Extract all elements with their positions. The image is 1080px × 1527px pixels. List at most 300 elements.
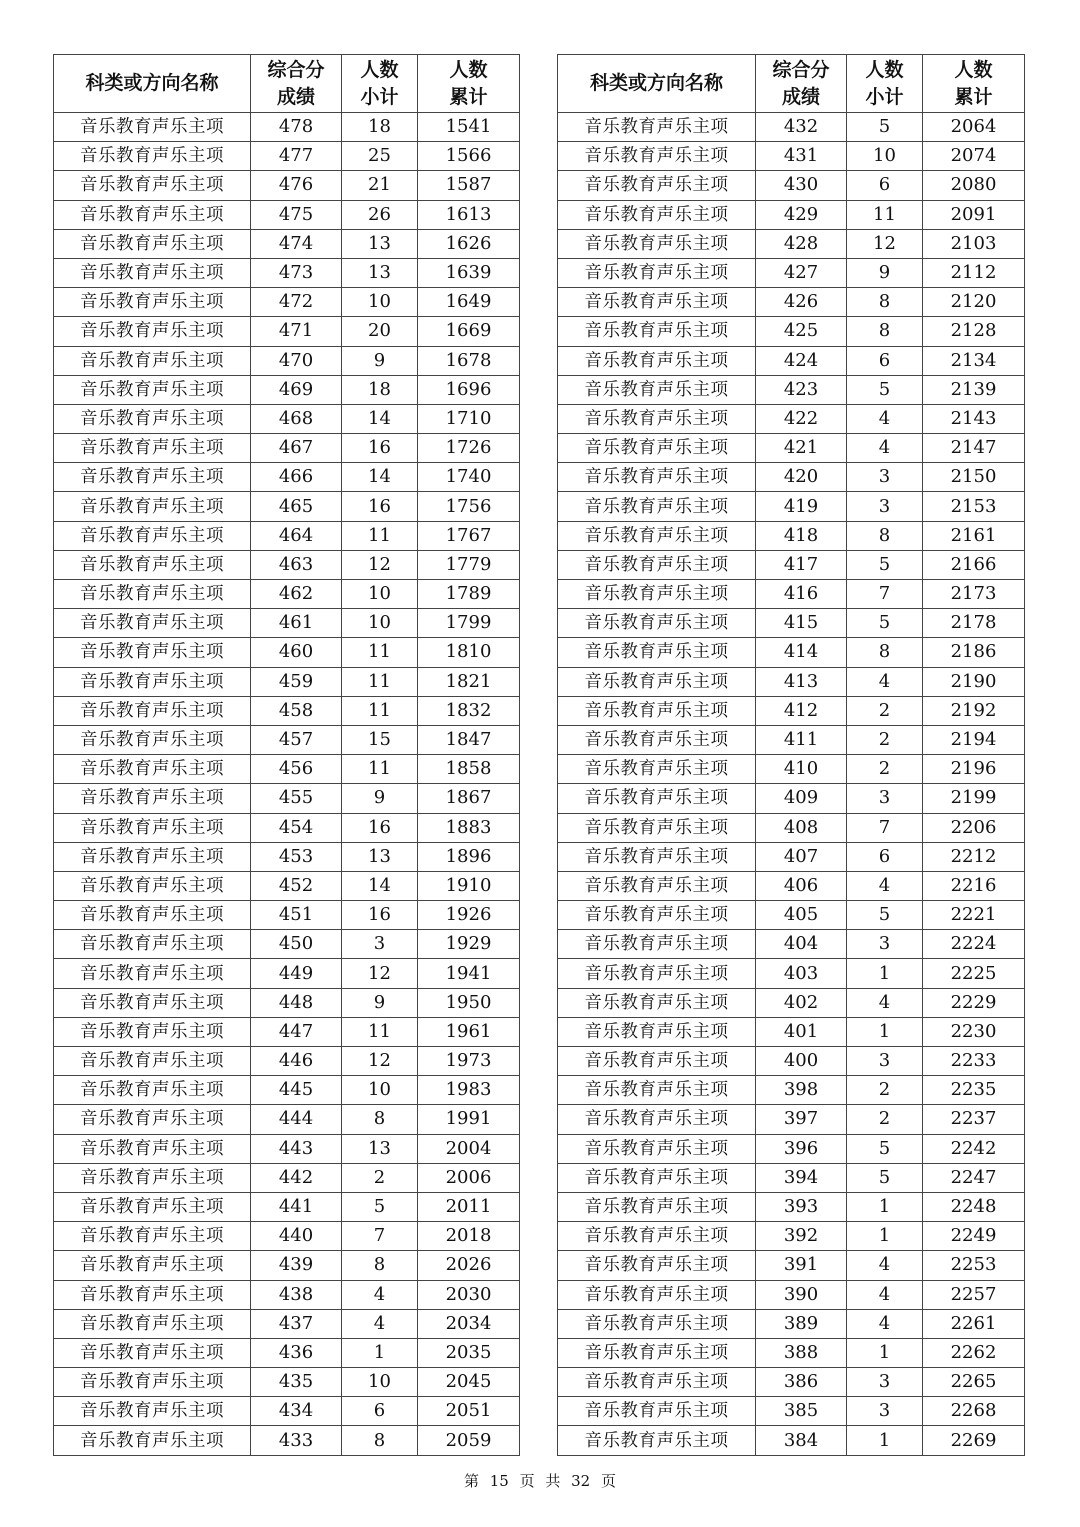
score-cell: 439 <box>251 1251 342 1280</box>
table-row <box>558 813 1025 842</box>
table-row <box>558 142 1025 171</box>
cumulative-cell: 2103 <box>923 229 1025 258</box>
major-name-cell: 音乐教育声乐主项 <box>558 113 756 142</box>
score-cell: 458 <box>251 696 342 725</box>
major-name-cell: 音乐教育声乐主项 <box>54 1368 251 1397</box>
count-cell: 20 <box>342 317 418 346</box>
major-name-cell: 音乐教育声乐主项 <box>54 550 251 579</box>
major-name-cell: 音乐教育声乐主项 <box>54 434 251 463</box>
count-cell: 3 <box>847 784 923 813</box>
major-name-cell: 音乐教育声乐主项 <box>54 113 251 142</box>
table-row <box>558 200 1025 229</box>
table-row <box>558 959 1025 988</box>
table-row <box>558 755 1025 784</box>
major-name-cell: 音乐教育声乐主项 <box>558 404 756 433</box>
score-cell: 472 <box>251 288 342 317</box>
table-row <box>54 375 520 404</box>
cumulative-cell: 1710 <box>418 404 520 433</box>
header-score <box>251 55 342 113</box>
major-name-cell: 音乐教育声乐主项 <box>54 988 251 1017</box>
score-cell: 419 <box>756 492 847 521</box>
table-row <box>558 988 1025 1017</box>
cumulative-cell: 1669 <box>418 317 520 346</box>
table-row <box>54 1134 520 1163</box>
major-name-cell: 音乐教育声乐主项 <box>54 1426 251 1455</box>
major-name-cell: 音乐教育声乐主项 <box>54 1017 251 1046</box>
count-cell: 4 <box>847 434 923 463</box>
major-name-cell: 音乐教育声乐主项 <box>54 463 251 492</box>
score-cell: 434 <box>251 1397 342 1426</box>
score-cell: 427 <box>756 258 847 287</box>
cumulative-cell: 2161 <box>923 521 1025 550</box>
major-name-cell: 音乐教育声乐主项 <box>54 784 251 813</box>
table-row <box>54 696 520 725</box>
table-row <box>558 930 1025 959</box>
cumulative-cell: 1541 <box>418 113 520 142</box>
count-cell: 13 <box>342 229 418 258</box>
cumulative-cell: 2257 <box>923 1280 1025 1309</box>
table-row <box>54 842 520 871</box>
cumulative-cell: 2224 <box>923 930 1025 959</box>
count-cell: 13 <box>342 258 418 287</box>
major-name-cell: 音乐教育声乐主项 <box>54 171 251 200</box>
table-row <box>558 1368 1025 1397</box>
cumulative-cell: 2045 <box>418 1368 520 1397</box>
cumulative-cell: 2261 <box>923 1309 1025 1338</box>
count-cell: 16 <box>342 492 418 521</box>
header-count-line2: 小计 <box>865 85 904 108</box>
cumulative-cell: 1756 <box>418 492 520 521</box>
count-cell: 8 <box>847 317 923 346</box>
count-cell: 8 <box>342 1426 418 1455</box>
table-row <box>54 200 520 229</box>
score-cell: 464 <box>251 521 342 550</box>
major-name-cell: 音乐教育声乐主项 <box>558 930 756 959</box>
major-name-cell: 音乐教育声乐主项 <box>558 1280 756 1309</box>
score-cell: 426 <box>756 288 847 317</box>
cumulative-cell: 1799 <box>418 609 520 638</box>
cumulative-cell: 2249 <box>923 1222 1025 1251</box>
major-name-cell: 音乐教育声乐主项 <box>54 1338 251 1367</box>
table-row <box>54 871 520 900</box>
cumulative-cell: 2265 <box>923 1368 1025 1397</box>
major-name-cell: 音乐教育声乐主项 <box>54 755 251 784</box>
score-cell: 405 <box>756 901 847 930</box>
cumulative-cell: 1973 <box>418 1047 520 1076</box>
score-cell: 475 <box>251 200 342 229</box>
score-cell: 444 <box>251 1105 342 1134</box>
major-name-cell: 音乐教育声乐主项 <box>54 813 251 842</box>
count-cell: 3 <box>847 1047 923 1076</box>
score-cell: 471 <box>251 317 342 346</box>
major-name-cell: 音乐教育声乐主项 <box>54 317 251 346</box>
table-row <box>558 609 1025 638</box>
major-name-cell: 音乐教育声乐主项 <box>54 901 251 930</box>
score-cell: 451 <box>251 901 342 930</box>
count-cell: 2 <box>847 1076 923 1105</box>
score-cell: 445 <box>251 1076 342 1105</box>
cumulative-cell: 1810 <box>418 638 520 667</box>
cumulative-cell: 1726 <box>418 434 520 463</box>
table-row <box>558 317 1025 346</box>
count-cell: 7 <box>847 580 923 609</box>
major-name-cell: 音乐教育声乐主项 <box>558 288 756 317</box>
cumulative-cell: 2262 <box>923 1338 1025 1367</box>
count-cell: 18 <box>342 375 418 404</box>
header-count <box>342 55 418 113</box>
score-cell: 418 <box>756 521 847 550</box>
major-name-cell: 音乐教育声乐主项 <box>558 755 756 784</box>
major-name-cell: 音乐教育声乐主项 <box>558 1251 756 1280</box>
cumulative-cell: 2091 <box>923 200 1025 229</box>
cumulative-cell: 2011 <box>418 1192 520 1221</box>
score-cell: 433 <box>251 1426 342 1455</box>
major-name-cell: 音乐教育声乐主项 <box>558 1017 756 1046</box>
major-name-cell: 音乐教育声乐主项 <box>558 1163 756 1192</box>
major-name-cell: 音乐教育声乐主项 <box>558 1222 756 1251</box>
major-name-cell: 音乐教育声乐主项 <box>54 1047 251 1076</box>
count-cell: 4 <box>847 988 923 1017</box>
table-row <box>54 463 520 492</box>
cumulative-cell: 2051 <box>418 1397 520 1426</box>
major-name-cell: 音乐教育声乐主项 <box>54 696 251 725</box>
cumulative-cell: 2221 <box>923 901 1025 930</box>
score-cell: 394 <box>756 1163 847 1192</box>
score-cell: 453 <box>251 842 342 871</box>
cumulative-cell: 2242 <box>923 1134 1025 1163</box>
score-cell: 467 <box>251 434 342 463</box>
cumulative-cell: 2004 <box>418 1134 520 1163</box>
score-cell: 406 <box>756 871 847 900</box>
score-cell: 390 <box>756 1280 847 1309</box>
count-cell: 5 <box>847 1163 923 1192</box>
cumulative-cell: 2139 <box>923 375 1025 404</box>
count-cell: 3 <box>342 930 418 959</box>
table-row <box>558 434 1025 463</box>
major-name-cell: 音乐教育声乐主项 <box>558 1368 756 1397</box>
major-name-cell: 音乐教育声乐主项 <box>54 1076 251 1105</box>
cumulative-cell: 2018 <box>418 1222 520 1251</box>
count-cell: 1 <box>847 1426 923 1455</box>
count-cell: 3 <box>847 492 923 521</box>
cumulative-cell: 1983 <box>418 1076 520 1105</box>
count-cell: 14 <box>342 463 418 492</box>
header-count <box>847 55 923 113</box>
count-cell: 11 <box>342 667 418 696</box>
score-cell: 473 <box>251 258 342 287</box>
table-row <box>558 901 1025 930</box>
score-table-left <box>53 54 520 1456</box>
table-row <box>558 580 1025 609</box>
table-row <box>558 871 1025 900</box>
cumulative-cell: 1941 <box>418 959 520 988</box>
score-cell: 414 <box>756 638 847 667</box>
major-name-cell: 音乐教育声乐主项 <box>54 1192 251 1221</box>
score-cell: 432 <box>756 113 847 142</box>
score-cell: 431 <box>756 142 847 171</box>
table-row <box>558 288 1025 317</box>
cumulative-cell: 2248 <box>923 1192 1025 1221</box>
major-name-cell: 音乐教育声乐主项 <box>54 609 251 638</box>
header-count-line2: 小计 <box>360 85 399 108</box>
cumulative-cell: 1779 <box>418 550 520 579</box>
table-row <box>54 638 520 667</box>
score-cell: 423 <box>756 375 847 404</box>
count-cell: 12 <box>342 550 418 579</box>
score-cell: 457 <box>251 725 342 754</box>
table-row <box>558 667 1025 696</box>
cumulative-cell: 1896 <box>418 842 520 871</box>
count-cell: 4 <box>847 667 923 696</box>
major-name-cell: 音乐教育声乐主项 <box>558 667 756 696</box>
major-name-cell: 音乐教育声乐主项 <box>558 1076 756 1105</box>
score-cell: 408 <box>756 813 847 842</box>
table-row <box>54 317 520 346</box>
cumulative-cell: 1789 <box>418 580 520 609</box>
score-cell: 460 <box>251 638 342 667</box>
page-footer: 第 15 页 共 32 页 <box>463 1472 616 1490</box>
score-cell: 440 <box>251 1222 342 1251</box>
score-cell: 424 <box>756 346 847 375</box>
header-score <box>756 55 847 113</box>
count-cell: 2 <box>847 696 923 725</box>
table-row <box>558 550 1025 579</box>
table-row <box>54 609 520 638</box>
table-row <box>54 288 520 317</box>
cumulative-cell: 2194 <box>923 725 1025 754</box>
table-row <box>54 434 520 463</box>
score-cell: 420 <box>756 463 847 492</box>
score-cell: 411 <box>756 725 847 754</box>
major-name-cell: 音乐教育声乐主项 <box>558 959 756 988</box>
score-cell: 391 <box>756 1251 847 1280</box>
cumulative-cell: 2229 <box>923 988 1025 1017</box>
cumulative-cell: 1883 <box>418 813 520 842</box>
table-header-row <box>558 55 1025 113</box>
major-name-cell: 音乐教育声乐主项 <box>54 521 251 550</box>
cumulative-cell: 1910 <box>418 871 520 900</box>
count-cell: 12 <box>847 229 923 258</box>
major-name-cell: 音乐教育声乐主项 <box>54 492 251 521</box>
count-cell: 13 <box>342 1134 418 1163</box>
major-name-cell: 音乐教育声乐主项 <box>54 346 251 375</box>
table-row <box>558 842 1025 871</box>
cumulative-cell: 2034 <box>418 1309 520 1338</box>
major-name-cell: 音乐教育声乐主项 <box>558 696 756 725</box>
header-cumulative <box>418 55 520 113</box>
table-row <box>54 725 520 754</box>
major-name-cell: 音乐教育声乐主项 <box>54 1309 251 1338</box>
table-row <box>54 1222 520 1251</box>
table-row <box>54 229 520 258</box>
count-cell: 2 <box>342 1163 418 1192</box>
count-cell: 4 <box>847 1309 923 1338</box>
cumulative-cell: 2216 <box>923 871 1025 900</box>
major-name-cell: 音乐教育声乐主项 <box>558 258 756 287</box>
major-name-cell: 音乐教育声乐主项 <box>558 609 756 638</box>
table-row <box>558 1222 1025 1251</box>
score-table-right <box>557 54 1025 1456</box>
table-row <box>558 1163 1025 1192</box>
count-cell: 10 <box>342 1076 418 1105</box>
table-body-right <box>558 113 1025 1456</box>
header-cumulative-line2: 累计 <box>449 85 488 108</box>
header-score-line1: 综合分 <box>267 58 325 81</box>
count-cell: 1 <box>342 1338 418 1367</box>
cumulative-cell: 1858 <box>418 755 520 784</box>
table-row <box>54 1338 520 1367</box>
major-name-cell: 音乐教育声乐主项 <box>558 901 756 930</box>
major-name-cell: 音乐教育声乐主项 <box>54 1397 251 1426</box>
major-name-cell: 音乐教育声乐主项 <box>558 521 756 550</box>
score-cell: 438 <box>251 1280 342 1309</box>
table-row <box>558 725 1025 754</box>
count-cell: 26 <box>342 200 418 229</box>
major-name-cell: 音乐教育声乐主项 <box>558 200 756 229</box>
major-name-cell: 音乐教育声乐主项 <box>558 229 756 258</box>
count-cell: 4 <box>847 871 923 900</box>
table-row <box>558 1105 1025 1134</box>
count-cell: 4 <box>847 1280 923 1309</box>
score-cell: 417 <box>756 550 847 579</box>
count-cell: 8 <box>342 1251 418 1280</box>
count-cell: 4 <box>847 404 923 433</box>
major-name-cell: 音乐教育声乐主项 <box>54 842 251 871</box>
table-row <box>54 258 520 287</box>
score-cell: 436 <box>251 1338 342 1367</box>
cumulative-cell: 1566 <box>418 142 520 171</box>
score-cell: 396 <box>756 1134 847 1163</box>
major-name-cell: 音乐教育声乐主项 <box>54 1105 251 1134</box>
cumulative-cell: 2006 <box>418 1163 520 1192</box>
table-row <box>54 142 520 171</box>
cumulative-cell: 2269 <box>923 1426 1025 1455</box>
count-cell: 8 <box>847 638 923 667</box>
cumulative-cell: 2173 <box>923 580 1025 609</box>
score-cell: 392 <box>756 1222 847 1251</box>
header-cumulative-line2: 累计 <box>954 85 993 108</box>
cumulative-cell: 2253 <box>923 1251 1025 1280</box>
count-cell: 12 <box>342 1047 418 1076</box>
score-cell: 452 <box>251 871 342 900</box>
score-cell: 401 <box>756 1017 847 1046</box>
table-header-row <box>54 55 520 113</box>
table-row <box>54 1280 520 1309</box>
score-cell: 422 <box>756 404 847 433</box>
score-cell: 429 <box>756 200 847 229</box>
major-name-cell: 音乐教育声乐主项 <box>54 1280 251 1309</box>
cumulative-cell: 2235 <box>923 1076 1025 1105</box>
score-cell: 477 <box>251 142 342 171</box>
count-cell: 2 <box>847 725 923 754</box>
score-cell: 476 <box>251 171 342 200</box>
table-row <box>54 1047 520 1076</box>
cumulative-cell: 2192 <box>923 696 1025 725</box>
cumulative-cell: 2190 <box>923 667 1025 696</box>
table-row <box>558 1017 1025 1046</box>
major-name-cell: 音乐教育声乐主项 <box>558 434 756 463</box>
count-cell: 16 <box>342 813 418 842</box>
count-cell: 2 <box>847 1105 923 1134</box>
count-cell: 9 <box>847 258 923 287</box>
major-name-cell: 音乐教育声乐主项 <box>558 375 756 404</box>
count-cell: 1 <box>847 1017 923 1046</box>
cumulative-cell: 1740 <box>418 463 520 492</box>
major-name-cell: 音乐教育声乐主项 <box>54 1251 251 1280</box>
table-row <box>54 813 520 842</box>
header-name: 科类或方向名称 <box>54 55 251 113</box>
score-cell: 393 <box>756 1192 847 1221</box>
cumulative-cell: 2030 <box>418 1280 520 1309</box>
score-cell: 474 <box>251 229 342 258</box>
cumulative-cell: 1929 <box>418 930 520 959</box>
table-row <box>54 1309 520 1338</box>
count-cell: 8 <box>342 1105 418 1134</box>
table-row <box>54 1397 520 1426</box>
count-cell: 2 <box>847 755 923 784</box>
score-cell: 462 <box>251 580 342 609</box>
major-name-cell: 音乐教育声乐主项 <box>558 1134 756 1163</box>
count-cell: 8 <box>847 521 923 550</box>
header-cumulative <box>923 55 1025 113</box>
score-cell: 466 <box>251 463 342 492</box>
cumulative-cell: 1847 <box>418 725 520 754</box>
score-cell: 455 <box>251 784 342 813</box>
cumulative-cell: 1767 <box>418 521 520 550</box>
count-cell: 10 <box>342 1368 418 1397</box>
cumulative-cell: 2212 <box>923 842 1025 871</box>
count-cell: 21 <box>342 171 418 200</box>
cumulative-cell: 2186 <box>923 638 1025 667</box>
cumulative-cell: 2166 <box>923 550 1025 579</box>
count-cell: 11 <box>847 200 923 229</box>
cumulative-cell: 2134 <box>923 346 1025 375</box>
cumulative-cell: 2237 <box>923 1105 1025 1134</box>
header-count-line1: 人数 <box>865 58 904 81</box>
cumulative-cell: 2147 <box>923 434 1025 463</box>
score-cell: 398 <box>756 1076 847 1105</box>
count-cell: 10 <box>342 609 418 638</box>
score-cell: 412 <box>756 696 847 725</box>
count-cell: 4 <box>342 1309 418 1338</box>
table-row <box>558 521 1025 550</box>
count-cell: 4 <box>342 1280 418 1309</box>
count-cell: 1 <box>847 1338 923 1367</box>
major-name-cell: 音乐教育声乐主项 <box>54 200 251 229</box>
cumulative-cell: 2206 <box>923 813 1025 842</box>
score-cell: 465 <box>251 492 342 521</box>
cumulative-cell: 2026 <box>418 1251 520 1280</box>
table-row <box>558 229 1025 258</box>
table-row <box>558 463 1025 492</box>
major-name-cell: 音乐教育声乐主项 <box>558 171 756 200</box>
count-cell: 4 <box>847 1251 923 1280</box>
major-name-cell: 音乐教育声乐主项 <box>558 842 756 871</box>
score-cell: 454 <box>251 813 342 842</box>
header-score-line1: 综合分 <box>772 58 830 81</box>
major-name-cell: 音乐教育声乐主项 <box>558 1309 756 1338</box>
count-cell: 3 <box>847 930 923 959</box>
table-row <box>54 959 520 988</box>
cumulative-cell: 1867 <box>418 784 520 813</box>
cumulative-cell: 2064 <box>923 113 1025 142</box>
major-name-cell: 音乐教育声乐主项 <box>558 142 756 171</box>
count-cell: 9 <box>342 784 418 813</box>
major-name-cell: 音乐教育声乐主项 <box>54 258 251 287</box>
score-cell: 415 <box>756 609 847 638</box>
score-cell: 456 <box>251 755 342 784</box>
major-name-cell: 音乐教育声乐主项 <box>558 1192 756 1221</box>
